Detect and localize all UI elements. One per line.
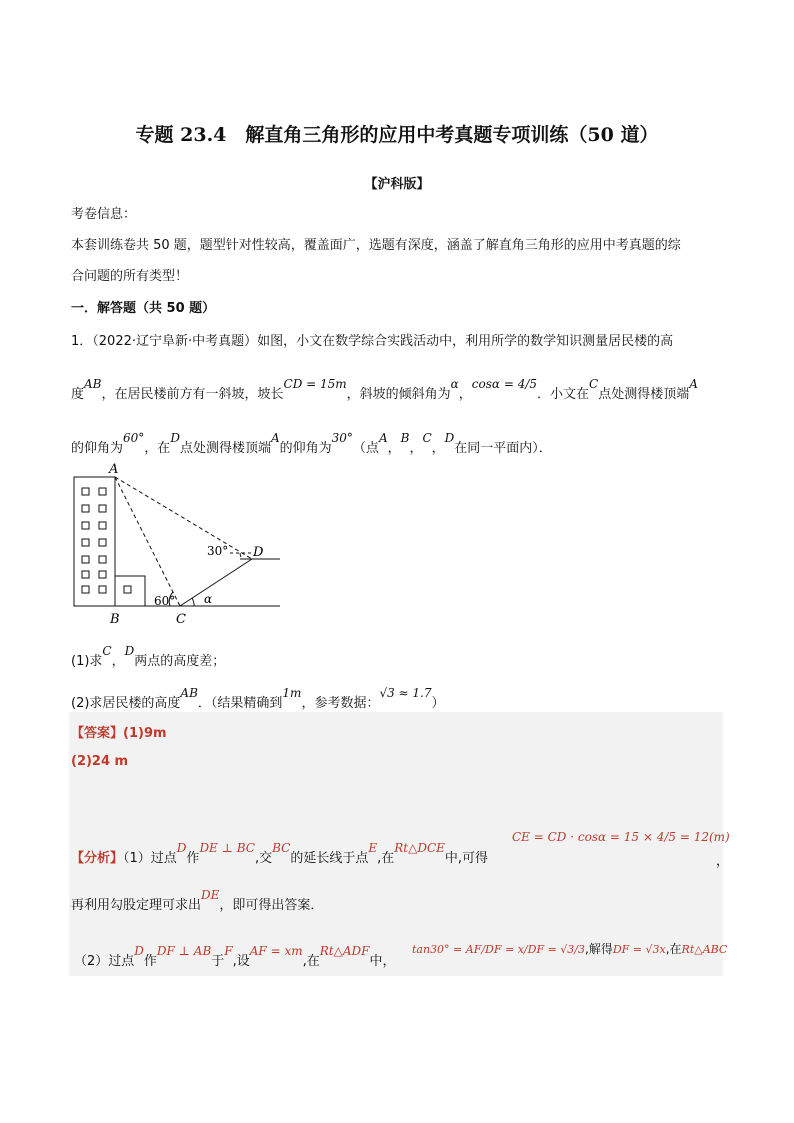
math-solution: DF = √3x bbox=[612, 943, 666, 956]
a-text: ,在 bbox=[377, 851, 395, 866]
analysis-line-3b bbox=[412, 940, 727, 957]
info-desc-1: 本套训练卷共 50 题，题型针对性较高，覆盖面广，选题有深度，涵盖了解直角三角形的应用中考真题的综 bbox=[71, 238, 681, 253]
info-desc-2: 合问题的所有类型！ bbox=[71, 269, 189, 284]
math-e: E bbox=[368, 841, 378, 855]
q-text: ， bbox=[111, 654, 125, 669]
question-line-3 bbox=[71, 431, 552, 456]
a-text: ,在 bbox=[665, 942, 682, 956]
answer-line-2 bbox=[71, 754, 128, 769]
math-p4: D bbox=[444, 431, 455, 445]
q-text: ， bbox=[387, 441, 401, 456]
a-text: 中,可得 bbox=[444, 851, 489, 866]
q-text: ） bbox=[431, 696, 445, 711]
math-1m: 1m bbox=[282, 686, 302, 700]
math-perp: DF ⊥ AB bbox=[156, 944, 212, 958]
question-intro: 1．（2022·辽宁阜新·中考真题）如图，小文在数学综合实践活动中，利用所学的数学知识测量居民楼的高 bbox=[71, 334, 674, 349]
math-triangle: Rt△ADF bbox=[319, 944, 370, 958]
answer-line-1 bbox=[71, 722, 167, 741]
math-de: DE bbox=[201, 888, 220, 902]
analysis-line-1 bbox=[71, 841, 489, 866]
q-text: 在同一平面内）． bbox=[454, 441, 552, 456]
math-d: D bbox=[124, 644, 135, 658]
a-text: ，即可得出答案． bbox=[219, 898, 324, 913]
q-text: ，参考数据： bbox=[301, 696, 380, 711]
label-60: 60° bbox=[154, 594, 176, 608]
label-b: B bbox=[110, 612, 120, 627]
edition-label: 【沪科版】 bbox=[364, 177, 430, 192]
info-label: 考卷信息： bbox=[71, 207, 137, 222]
building-windows bbox=[82, 488, 131, 593]
q-text: ， bbox=[409, 441, 423, 456]
math-perp: DE ⊥ BC bbox=[199, 841, 255, 855]
a-text: 作 bbox=[186, 851, 200, 866]
q-text: (2)求居民楼的高度 bbox=[71, 696, 181, 711]
math-cos: cosα = 4/5 bbox=[471, 377, 537, 391]
math-p2: B bbox=[400, 431, 410, 445]
math-c: C bbox=[589, 377, 599, 391]
slope-cd bbox=[180, 559, 252, 606]
q-text: ，斜坡的倾斜角为 bbox=[346, 387, 451, 402]
sub-question-2 bbox=[71, 686, 445, 711]
q-text: 的仰角为 bbox=[71, 441, 124, 456]
math-30: 30° bbox=[331, 431, 353, 445]
math-alpha: α bbox=[450, 377, 459, 391]
page-title: 专题 23.4 解直角三角形的应用中考真题专项训练（50 道） bbox=[135, 124, 659, 146]
geometry-figure bbox=[60, 460, 290, 630]
math-ab: AB bbox=[180, 686, 198, 700]
q-text: ．小文在 bbox=[537, 387, 590, 402]
q-text: 点处测得楼顶端 bbox=[598, 387, 690, 402]
q-text: ，在 bbox=[144, 441, 171, 456]
answer-2: (2)24 m bbox=[71, 754, 129, 769]
math-ab: AB bbox=[84, 377, 102, 391]
analysis-comma: ， bbox=[716, 854, 730, 869]
math-triangle: Rt△DCE bbox=[394, 841, 445, 855]
q-text: 点处测得楼顶端 bbox=[179, 441, 271, 456]
label-30: 30° bbox=[207, 544, 229, 558]
low-building bbox=[115, 576, 145, 606]
math-bc: BC bbox=[272, 841, 291, 855]
a-text: 中， bbox=[369, 954, 396, 969]
a-text: ,设 bbox=[232, 954, 250, 969]
math-sqrt3: √3 ≈ 1.7 bbox=[379, 686, 432, 700]
angle-30-arc bbox=[240, 553, 241, 557]
label-d: D bbox=[253, 545, 264, 560]
math-d: D bbox=[170, 431, 180, 445]
q-text: ，在居民楼前方有一斜坡，坡长 bbox=[101, 387, 284, 402]
a-text: （1）过点 bbox=[123, 851, 177, 866]
a-text: 的延长线于点 bbox=[290, 851, 369, 866]
a-text: 于 bbox=[211, 954, 225, 969]
q-text: ， bbox=[431, 441, 445, 456]
building bbox=[74, 477, 115, 606]
math-c: C bbox=[102, 644, 112, 658]
label-alpha: α bbox=[204, 592, 213, 606]
math-d: D bbox=[134, 944, 144, 958]
q-text: 的仰角为 bbox=[279, 441, 332, 456]
answer-label: 【答案】 bbox=[71, 726, 124, 741]
analysis-line-3 bbox=[74, 944, 396, 969]
answer-1: (1)9m bbox=[123, 726, 167, 741]
angle-alpha-arc bbox=[192, 598, 194, 606]
q-text: ， bbox=[458, 387, 472, 402]
section-heading: 一．解答题（共 50 题） bbox=[71, 301, 216, 316]
analysis-line-2 bbox=[71, 888, 324, 913]
a-text: 再利用勾股定理可求出 bbox=[71, 898, 202, 913]
q-text: ．（结果精确到 bbox=[197, 696, 283, 711]
q-text: 两点的高度差； bbox=[134, 654, 226, 669]
math-cd: CD = 15m bbox=[283, 377, 347, 391]
analysis-label: 【分析】 bbox=[71, 851, 124, 866]
math-set: AF = xm bbox=[249, 944, 303, 958]
label-c: C bbox=[176, 612, 186, 627]
label-a: A bbox=[109, 462, 119, 477]
sub-question-1 bbox=[71, 644, 226, 669]
a-text: 作 bbox=[143, 954, 157, 969]
math-60: 60° bbox=[123, 431, 145, 445]
formula-ce: CE = CD · cosα = 15 × 4/5 = 12(m) bbox=[512, 830, 730, 844]
a-text: ,解得 bbox=[585, 942, 613, 956]
math-f: F bbox=[224, 944, 233, 958]
a-text: ,在 bbox=[302, 954, 320, 969]
q-text: 度 bbox=[71, 387, 85, 402]
math-p1: A bbox=[378, 431, 388, 445]
math-triangle-2: Rt△ABC bbox=[681, 943, 728, 956]
q-text: （点 bbox=[352, 441, 379, 456]
a-text: （2）过点 bbox=[74, 954, 135, 969]
math-d: D bbox=[176, 841, 187, 855]
q-text: (1)求 bbox=[71, 654, 103, 669]
a-text: ,交 bbox=[254, 851, 273, 866]
math-p3: C bbox=[422, 431, 432, 445]
math-a: A bbox=[270, 431, 280, 445]
math-tan: tan30° = AF/DF = x/DF = √3/3 bbox=[412, 943, 585, 956]
question-line-2 bbox=[71, 377, 698, 402]
math-a: A bbox=[689, 377, 698, 391]
